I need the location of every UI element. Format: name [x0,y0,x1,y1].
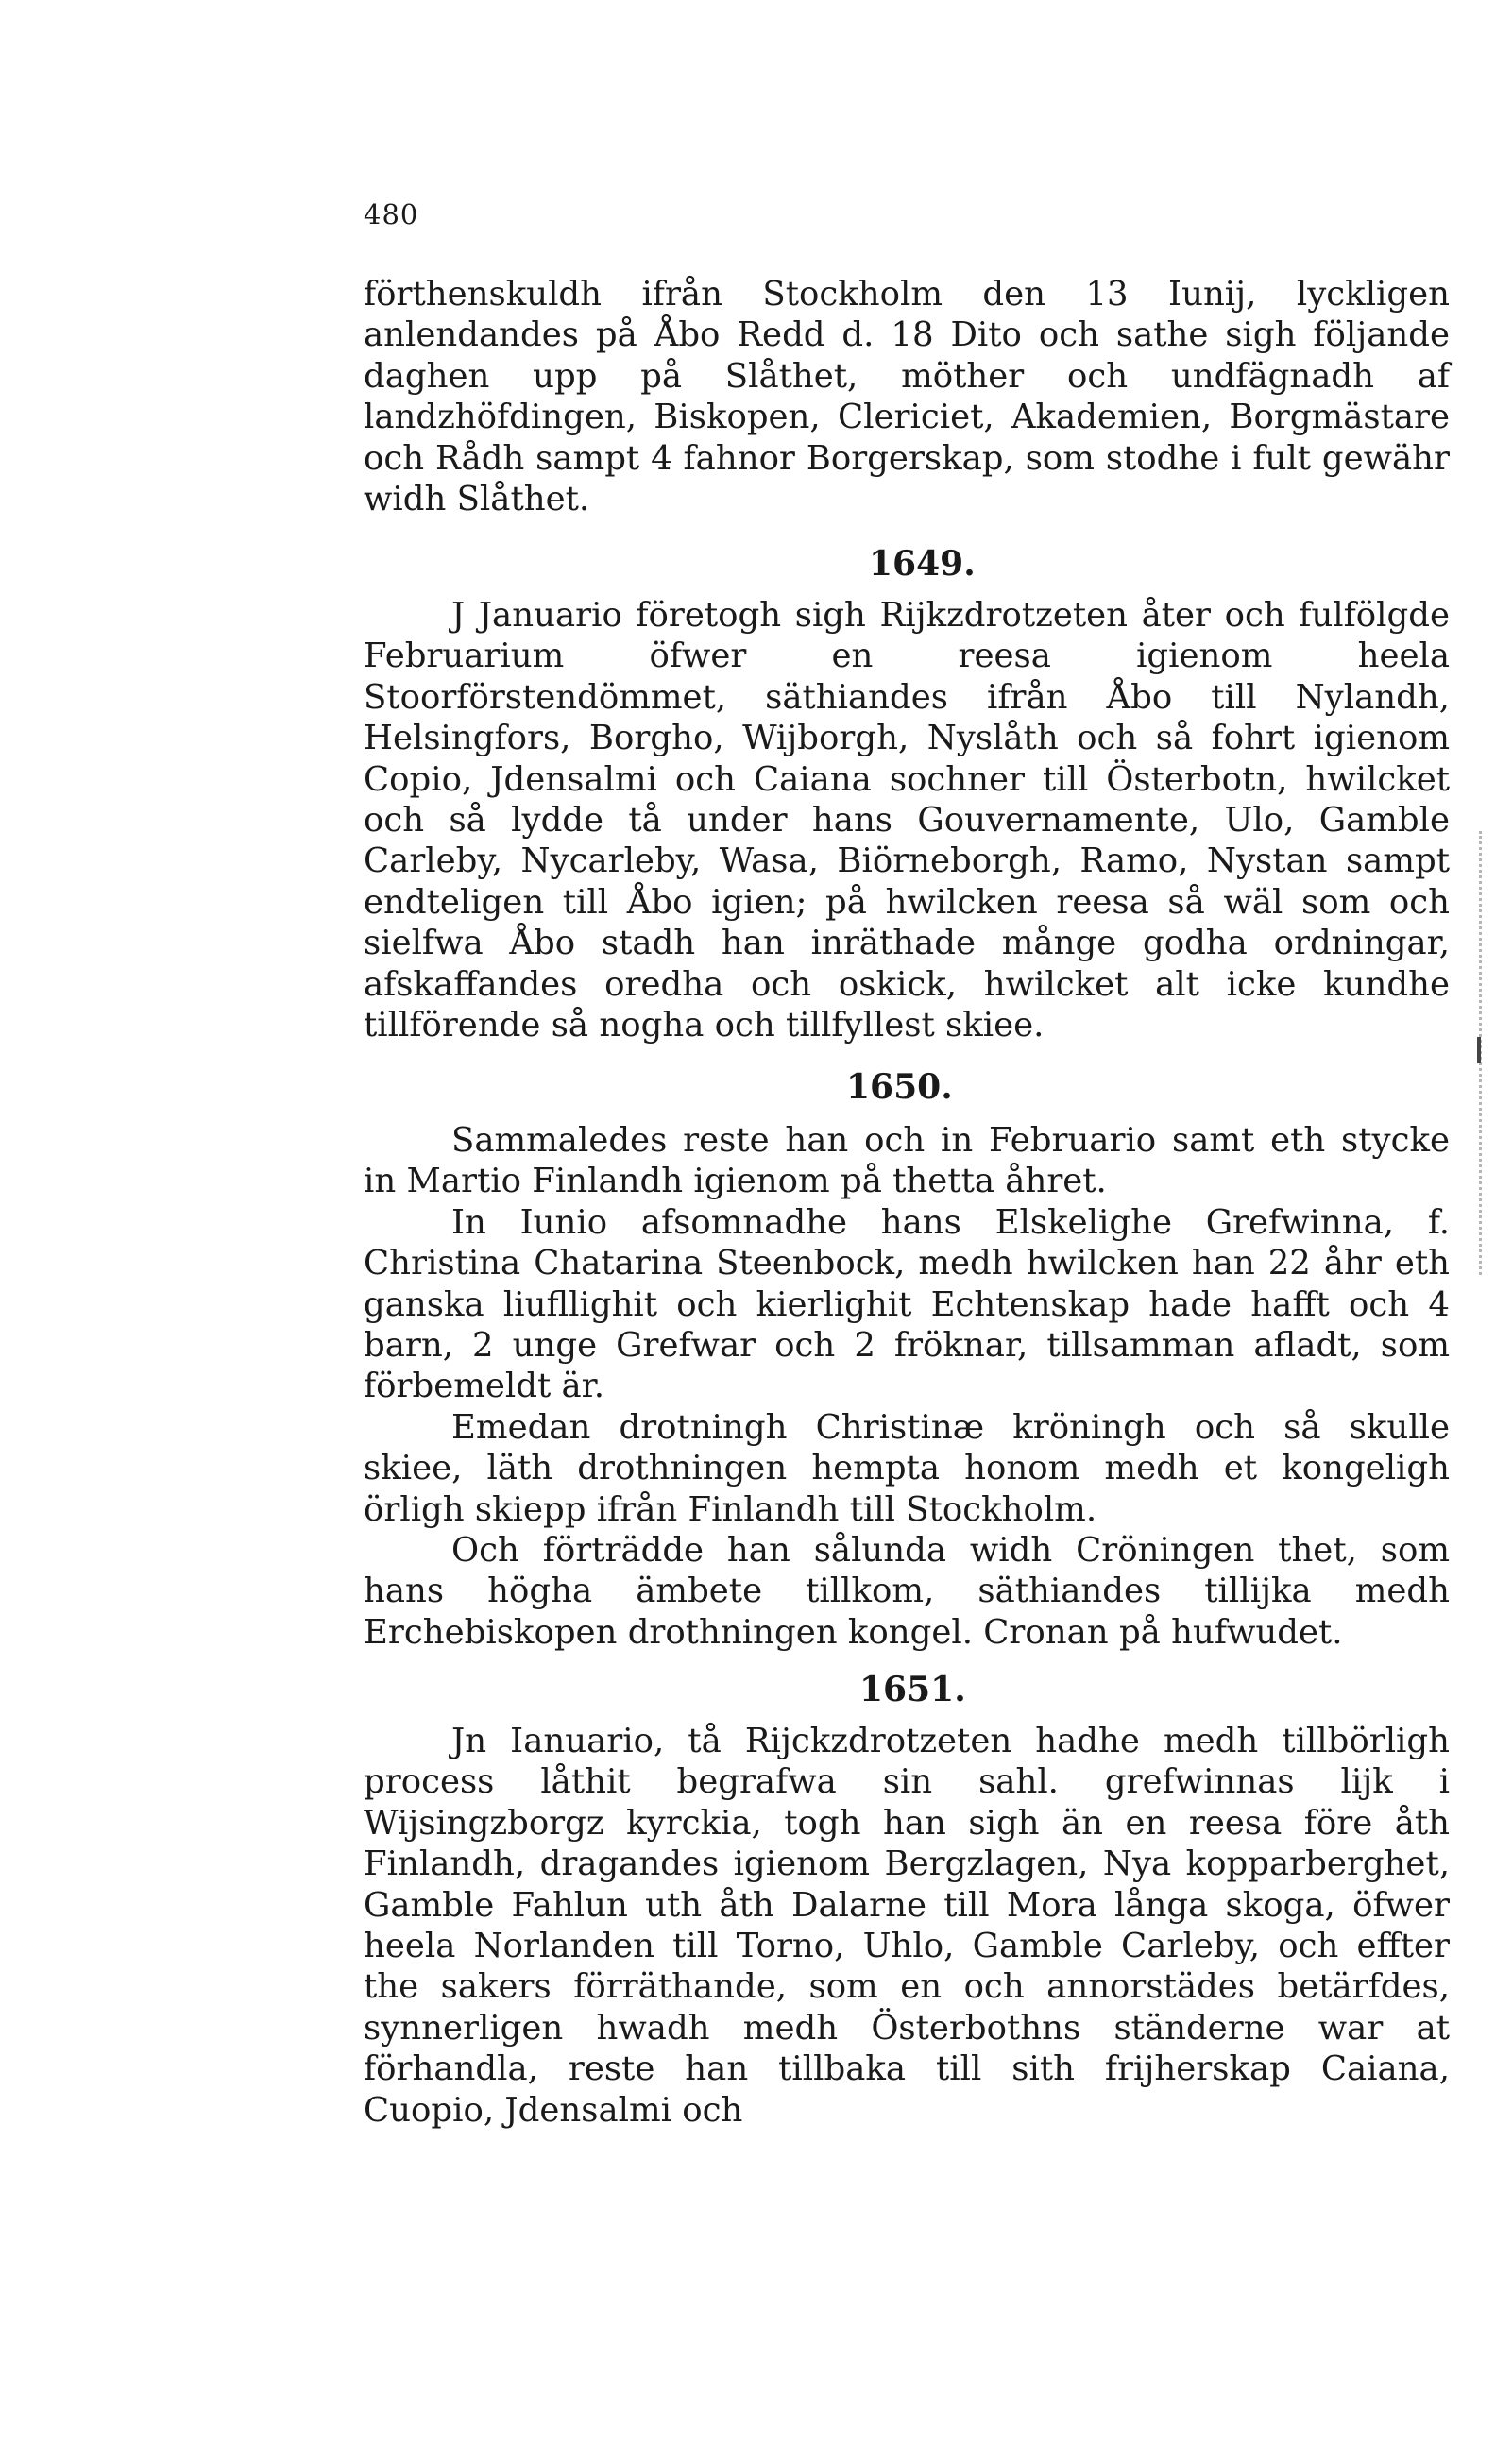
paragraph: In Iunio afsomnadhe hans Elskelighe Grefwinna, f. Christina Chatarina Steenbock, medh hwilcken han 22 åhr eth ganska liufllighit och kierlighit Echtenskap hade hafft och 4 barn, 2 unge Grefwar och 2 fröknar, tillsamman afladt, som förbemeldt är. [364,1202,1450,1406]
paragraph: Och förträdde han sålunda widh Cröningen thet, som hans högha ämbete tillkom, säthiandes tillijka medh Erchebiskopen drothningen kongel. Cronan på hufwudet. [364,1531,1450,1652]
section-1650-text [364,1120,1450,1653]
paragraph: Sammaledes reste han och in Februario samt eth stycke in Martio Finlandh igienom på thetta åhret. [364,1121,1450,1201]
margin-scan-bar [1477,1037,1481,1063]
page-number: 480 [364,198,419,230]
year-heading-1651: 1651. [859,1670,966,1709]
paragraph: J Januario företogh sigh Rijkzdrotzeten åter och fulfölgde Februarium öfwer en reesa igienom heela Stoorförstendömmet, säthiandes ifrån Åbo till Nylandh, Helsingfors, Borgho, Wijborgh, Nyslåth och så fohrt igienom Copio, Jdensalmi och Caiana sochner till Österbotn, hwilcket och så lydde tå under hans Gouvernamente, Ulo, Gamble Carleby, Nycarleby, Wasa, Biörneborgh, Ramo, Nystan sampt endteligen till Åbo igien; på hwilcken reesa så wäl som och sielfwa Åbo stadh han inräthade månge godha ordningar, afskaffandes oredha och oskick, hwilcket alt icke kundhe tillförende så nogha och tillfyllest skiee. [364,596,1450,1045]
intro-text [364,274,1450,519]
paragraph: Jn Ianuario, tå Rijckzdrotzeten hadhe medh tillbörligh process låthit begrafwa sin sahl. grefwinnas lijk i Wijsingzborgz kyrckia, togh han sigh än en reesa före åth Finlandh, dragandes igienom Bergzlagen, Nya kopparberghet, Gamble Fahlun uth åth Dalarne till Mora långa skoga, öfwer heela Norlanden till Torno, Uhlo, Gamble Carleby, och effter the sakers förräthande, som en och annorstädes betärfdes, synnerligen hwadh medh Österbothns ständerne war at förhandla, reste han tillbaka till sith frijherskap Caiana, Cuopio, Jdensalmi och [364,1722,1450,2130]
paragraph: Emedan drotningh Christinæ kröningh och så skulle skiee, läth drothningen hempta honom medh et kongeligh örligh skiepp ifrån Finlandh till Stockholm. [364,1407,1450,1529]
section-1649-text [364,595,1450,1045]
section-1651-text [364,1721,1450,2131]
year-heading-1650: 1650. [846,1067,953,1107]
year-heading-1649: 1649. [869,544,976,584]
paragraph: förthenskuldh ifrån Stockholm den 13 Iunij, lyckligen anlendandes på Åbo Redd d. 18 Dito och sathe sigh följande daghen upp på Slåthet, möther och undfägnadh af landzhöfdingen, Biskopen, Clericiet, Akademien, Borgmästare och Rådh sampt 4 fahnor Borgerskap, som stodhe i fult gewähr widh Slåthet. [364,275,1450,519]
